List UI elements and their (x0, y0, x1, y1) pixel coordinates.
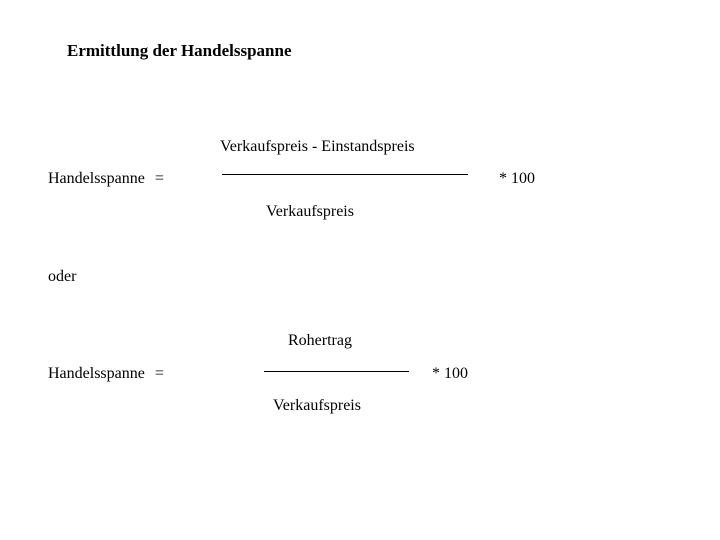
formula-1-fraction-bar (222, 174, 468, 175)
formula-1-numerator: Verkaufspreis - Einstandspreis (220, 138, 415, 155)
formula-1-multiplier: * 100 (499, 170, 535, 187)
formula-1-lhs: Handelsspanne = (48, 170, 164, 187)
connector-text: oder (48, 268, 77, 285)
formula-2-fraction-bar (264, 371, 409, 372)
formula-2-multiplier: * 100 (432, 365, 468, 382)
formula-1-denominator: Verkaufspreis (266, 203, 354, 220)
formula-2-numerator: Rohertrag (288, 332, 352, 349)
formula-2-denominator: Verkaufspreis (273, 397, 361, 414)
page-title: Ermittlung der Handelsspanne (67, 41, 292, 60)
formula-2-lhs: Handelsspanne = (48, 365, 164, 382)
